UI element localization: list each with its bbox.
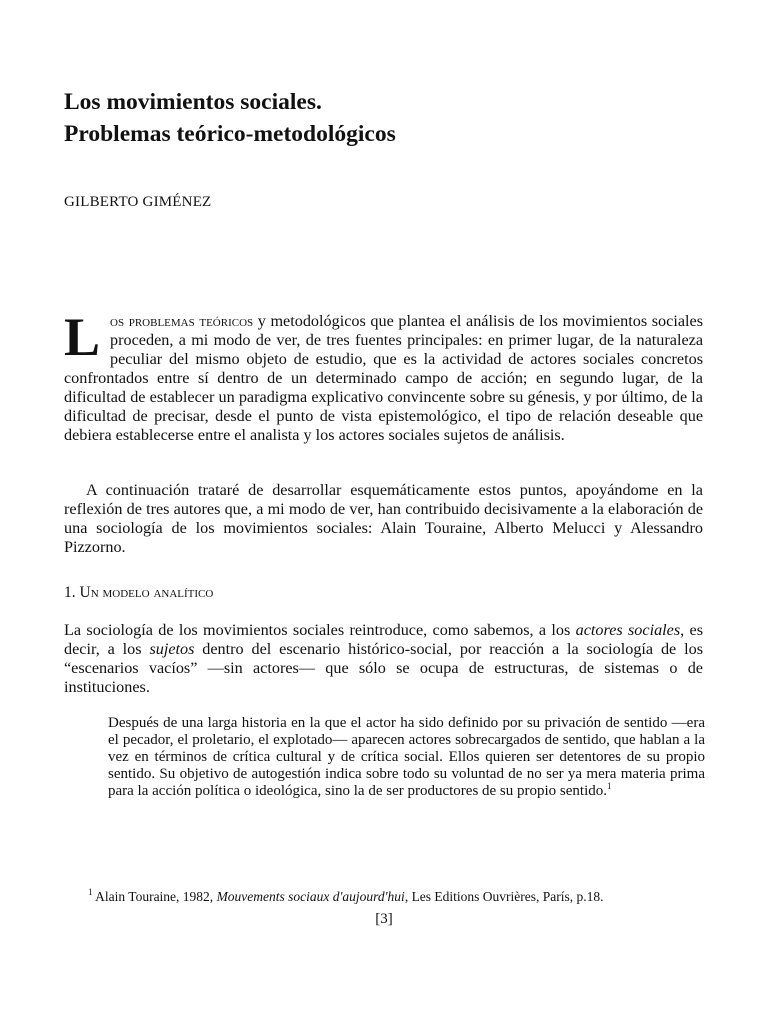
intro-text: y metodológicos que plantea el análisis de los movimientos sociales proceden, a mi modo de ver, de tres fuentes principales: en primer lugar, de la naturaleza peculiar del mismo objeto de estudio, que es la actividad de actores sociales concretos confrontados entre sí dentro de un determinado campo de acción; en segundo lugar, de la dificultad de establecer un paradigma explicativo convincente sobre su génesis, y por último, de la dificultad de precisar, desde el punto de vista epistemológico, el tipo de relación deseable que debiera establecerse entre el analista y los actores sociales sujetos de análisis.	[64, 312, 703, 444]
section-text-2: , es decir, a los	[64, 621, 704, 658]
section-heading: 1. Un modelo analítico	[64, 584, 214, 601]
section-text-1: La sociología de los movimientos sociales reintroduce, como sabemos, a los	[64, 621, 576, 639]
drop-cap: L	[64, 307, 101, 367]
section-paragraph	[64, 621, 703, 697]
author-name: GILBERTO GIMÉNEZ	[64, 194, 212, 210]
title-line-2: Problemas teórico-metodológicos	[64, 121, 396, 147]
title-line-1: Los movimientos sociales.	[64, 89, 322, 115]
block-quote	[108, 715, 705, 800]
footnote-number: 1	[88, 887, 93, 897]
intro-paragraph	[64, 307, 703, 445]
footnote-text-2: , Les Editions Ouvrières, París, p.18.	[404, 889, 604, 904]
footnote	[88, 889, 708, 905]
footnote-book-title: Mouvements sociaux d'aujourd'hui	[216, 889, 405, 904]
article-title	[64, 86, 704, 150]
section-italic-2: sujetos	[149, 640, 195, 658]
section-text-3: dentro del escenario histórico-social, por reacción a la sociología de los “escenarios vacíos” —sin actores— que sólo se ocupa de estructuras, de sistemas o de instituciones.	[64, 640, 703, 696]
footnote-reference: 1	[607, 781, 612, 791]
paragraph-two: A continuación trataré de desarrollar esquemáticamente estos puntos, apoyándome en la reflexión de tres autores que, a mi modo de ver, han contribuido decisivamente a la elaboración de una sociología de los movimientos sociales: Alain Touraine, Alberto Melucci y Alessandro Pizzorno.	[64, 481, 703, 556]
page-number: [3]	[375, 911, 393, 927]
quote-text: Después de una larga historia en la que el actor ha sido definido por su privación de sentido —era el pecador, el proletario, el explotado— aparecen actores sobrecargados de sentido, que hablan a la vez en términos de crítica cultural y de crítica social. Ellos quieren ser detentores de su propio sentido. Su objetivo de autogestión indica sobre todo su voluntad de no ser ya mera materia prima para la acción política o ideológica, sino la de ser productores de su propio sentido.	[108, 715, 705, 799]
section-italic-1: actores sociales	[575, 621, 681, 639]
footnote-text-1: Alain Touraine, 1982,	[95, 889, 217, 904]
intro-lead: os problemas teóricos	[110, 312, 254, 330]
